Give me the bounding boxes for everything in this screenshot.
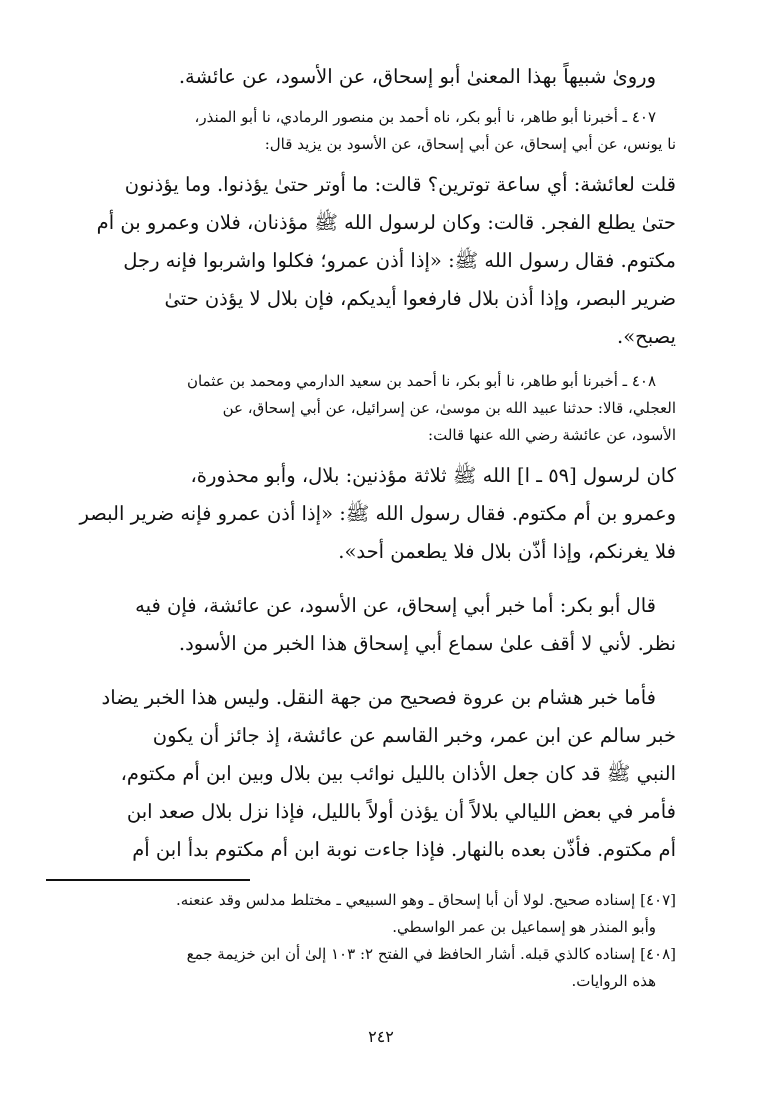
discussion-line: النبي ﷺ قد كان جعل الأذان بالليل نوائب بين بلال وبين ابن أم مكتوم، (120, 762, 676, 785)
hadith-407-matn (46, 166, 676, 356)
hadith-407-isnad (46, 104, 676, 158)
discussion-line: أم مكتوم. فأذّن بعده بالنهار. فإذا جاءت نوبة ابن أم مكتوم بدأ ابن أم (132, 838, 676, 861)
isnad-line: ٤٠٧ ـ أخبرنا أبو طاهر، نا أبو بكر، ناه أحمد بن منصور الرمادي، نا أبو المنذر، (194, 108, 656, 126)
footnote-line: وأبو المنذر هو إسماعيل بن عمر الواسطي. (392, 917, 656, 936)
comment-line: قال أبو بكر: أما خبر أبي إسحاق، عن الأسود، عن عائشة، فإن فيه (135, 594, 656, 617)
page-number: ٢٤٢ (368, 1027, 394, 1046)
hadith-408-matn (46, 457, 676, 571)
isnad-line: الأسود، عن عائشة رضي الله عنها قالت: (428, 426, 676, 444)
isnad-line: نا يونس، عن أبي إسحاق، عن أبي إسحاق، عن الأسود بن يزيد قال: (264, 135, 676, 153)
matn-line: قلت لعائشة: أي ساعة توترين؟ قالت: ما أوتر حتیٰ يؤذنوا. وما يؤذنون (124, 173, 676, 196)
intro-paragraph (46, 58, 676, 96)
discussion-line: فأمر في بعض الليالي بلالاً أن يؤذن أولاً بالليل، فإذا نزل بلال صعد ابن (126, 800, 676, 823)
matn-line: حتیٰ يطلع الفجر. قالت: وكان لرسول الله ﷺ مؤذنان، فلان وعمرو بن أم (96, 211, 676, 234)
isnad-line: العجلي، قالا: حدثنا عبيد الله بن موسیٰ، عن إسرائيل، عن أبي إسحاق، عن (222, 399, 676, 417)
intro-line: ورویٰ شبيهاً بهذا المعنیٰ أبو إسحاق، عن الأسود، عن عائشة. (178, 65, 656, 88)
footnote-divider-wrap (46, 879, 676, 881)
matn-line: فلا يغرنكم، وإذا أذّن بلال فلا يطعمن أحد». (338, 540, 676, 563)
comment-line: نظر. لأني لا أقف علیٰ سماع أبي إسحاق هذا الخبر من الأسود. (178, 632, 676, 655)
matn-line: وعمرو بن أم مكتوم. فقال رسول الله ﷺ: «إذا أذن عمرو فإنه ضرير البصر (79, 502, 676, 525)
hadith-408-isnad (46, 368, 676, 449)
discussion-line: فأما خبر هشام بن عروة فصحيح من جهة النقل. وليس هذا الخبر يضاد (101, 686, 656, 709)
abu-bakr-comment (46, 587, 676, 663)
footnote-line: [٤٠٧] إسناده صحيح. لولا أن أبا إسحاق ـ وهو السبيعي ـ مختلط مدلس وقد عنعنه. (176, 890, 676, 909)
footnote-line: هذه الروايات. (571, 971, 656, 990)
isnad-line: ٤٠٨ ـ أخبرنا أبو طاهر، نا أبو بكر، نا أحمد بن سعيد الدارمي ومحمد بن عثمان (186, 372, 656, 390)
footnote-divider (46, 879, 250, 881)
matn-line: مكتوم. فقال رسول الله ﷺ: «إذا أذن عمرو؛ فكلوا واشربوا فإنه رجل (123, 249, 676, 272)
matn-line: ضرير البصر، وإذا أذن بلال فارفعوا أيديكم، فإن بلال لا يؤذن حتیٰ (164, 287, 676, 310)
discussion-paragraph (46, 679, 676, 869)
discussion-line: خبر سالم عن ابن عمر، وخبر القاسم عن عائشة، إذ جائز أن يكون (152, 724, 676, 747)
matn-line: يصبح». (617, 325, 676, 348)
matn-line: كان لرسول [٥٩ ـ ا] الله ﷺ ثلاثة مؤذنين: بلال، وأبو محذورة، (190, 464, 676, 487)
footnote-line: [٤٠٨] إسناده كالذي قبله. أشار الحافظ في الفتح ٢: ١٠٣ إلیٰ أن ابن خزيمة جمع (186, 944, 676, 963)
footnotes (46, 887, 676, 995)
